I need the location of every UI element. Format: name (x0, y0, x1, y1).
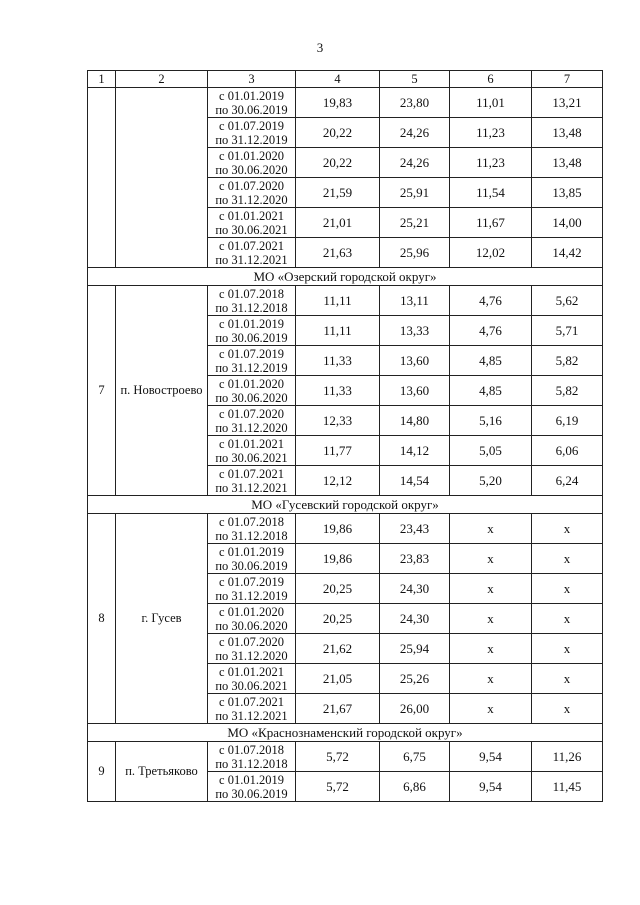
value-cell: 13,21 (532, 88, 603, 118)
period-end: по 30.06.2019 (215, 786, 288, 801)
period-end: по 31.12.2021 (215, 708, 288, 723)
period-cell (208, 118, 296, 148)
value-cell: 13,60 (380, 346, 450, 376)
period-end: по 30.06.2020 (215, 162, 288, 177)
value-cell: 12,12 (296, 466, 380, 496)
period-start: с 01.01.2019 (219, 316, 284, 331)
value-cell: 5,71 (532, 316, 603, 346)
value-cell: 26,00 (380, 694, 450, 724)
value-cell: 21,59 (296, 178, 380, 208)
value-cell: 20,25 (296, 604, 380, 634)
value-cell: 5,72 (296, 742, 380, 772)
period-cell (208, 316, 296, 346)
period-start: с 01.01.2019 (219, 772, 284, 787)
value-cell: 6,75 (380, 742, 450, 772)
period-start: с 01.07.2018 (219, 514, 284, 529)
value-cell: 19,86 (296, 544, 380, 574)
value-cell: 13,33 (380, 316, 450, 346)
period-end: по 31.12.2021 (215, 252, 288, 267)
value-cell: 5,82 (532, 376, 603, 406)
period-cell (208, 406, 296, 436)
period-start: с 01.07.2021 (219, 238, 284, 253)
value-cell: 23,80 (380, 88, 450, 118)
value-cell: 14,00 (532, 208, 603, 238)
period-end: по 31.12.2020 (215, 420, 288, 435)
value-cell: x (450, 574, 532, 604)
value-cell: 5,72 (296, 772, 380, 802)
period-start: с 01.07.2018 (219, 286, 284, 301)
settlement-name-cell (116, 88, 208, 268)
period-start: с 01.01.2019 (219, 544, 284, 559)
period-start: с 01.07.2019 (219, 574, 284, 589)
value-cell: 11,33 (296, 346, 380, 376)
value-cell: 11,11 (296, 286, 380, 316)
value-cell: 11,26 (532, 742, 603, 772)
value-cell: 6,19 (532, 406, 603, 436)
value-cell: 11,23 (450, 118, 532, 148)
column-header: 1 (88, 71, 116, 88)
period-end: по 30.06.2021 (215, 678, 288, 693)
table-row (88, 514, 603, 544)
value-cell: 25,94 (380, 634, 450, 664)
period-cell (208, 286, 296, 316)
value-cell: x (532, 664, 603, 694)
value-cell: 14,12 (380, 436, 450, 466)
period-start: с 01.01.2020 (219, 148, 284, 163)
period-start: с 01.01.2020 (219, 376, 284, 391)
row-number-cell (88, 88, 116, 268)
value-cell: 24,26 (380, 118, 450, 148)
period-cell (208, 604, 296, 634)
value-cell: 23,43 (380, 514, 450, 544)
value-cell: 4,76 (450, 316, 532, 346)
period-cell (208, 694, 296, 724)
value-cell: 13,60 (380, 376, 450, 406)
period-start: с 01.07.2018 (219, 742, 284, 757)
value-cell: x (532, 634, 603, 664)
value-cell: 13,48 (532, 148, 603, 178)
value-cell: 21,63 (296, 238, 380, 268)
value-cell: 4,76 (450, 286, 532, 316)
period-start: с 01.07.2019 (219, 346, 284, 361)
settlement-name-cell: п. Новостроево (116, 286, 208, 496)
value-cell: x (532, 514, 603, 544)
value-cell: 24,26 (380, 148, 450, 178)
value-cell: 11,77 (296, 436, 380, 466)
value-cell: 5,05 (450, 436, 532, 466)
period-end: по 31.12.2019 (215, 132, 288, 147)
value-cell: x (450, 604, 532, 634)
period-end: по 30.06.2021 (215, 222, 288, 237)
section-row (88, 496, 603, 514)
period-end: по 31.12.2019 (215, 588, 288, 603)
value-cell: x (532, 604, 603, 634)
section-row (88, 724, 603, 742)
period-start: с 01.01.2019 (219, 88, 284, 103)
period-cell (208, 148, 296, 178)
value-cell: 11,45 (532, 772, 603, 802)
table-row (88, 742, 603, 772)
tariff-table (87, 70, 603, 802)
value-cell: 11,11 (296, 316, 380, 346)
period-cell (208, 238, 296, 268)
column-header: 2 (116, 71, 208, 88)
period-end: по 30.06.2019 (215, 330, 288, 345)
value-cell: 24,30 (380, 574, 450, 604)
table-body (88, 88, 603, 802)
period-end: по 31.12.2018 (215, 300, 288, 315)
value-cell: 6,06 (532, 436, 603, 466)
period-cell (208, 208, 296, 238)
value-cell: x (450, 694, 532, 724)
period-end: по 31.12.2018 (215, 528, 288, 543)
value-cell: 5,62 (532, 286, 603, 316)
period-start: с 01.07.2020 (219, 178, 284, 193)
period-start: с 01.07.2020 (219, 634, 284, 649)
value-cell: 14,42 (532, 238, 603, 268)
value-cell: 13,11 (380, 286, 450, 316)
value-cell: 21,67 (296, 694, 380, 724)
period-cell (208, 88, 296, 118)
row-number-cell: 8 (88, 514, 116, 724)
column-number-row (88, 71, 603, 88)
value-cell: x (450, 544, 532, 574)
value-cell: 19,83 (296, 88, 380, 118)
page-number: 3 (316, 40, 324, 55)
value-cell: 11,67 (450, 208, 532, 238)
value-cell: 19,86 (296, 514, 380, 544)
period-cell (208, 376, 296, 406)
value-cell: x (532, 544, 603, 574)
value-cell: 21,62 (296, 634, 380, 664)
period-end: по 30.06.2020 (215, 618, 288, 633)
period-end: по 30.06.2019 (215, 102, 288, 117)
value-cell: 14,54 (380, 466, 450, 496)
table-row (88, 88, 603, 118)
period-cell (208, 346, 296, 376)
value-cell: 21,05 (296, 664, 380, 694)
column-header: 5 (380, 71, 450, 88)
period-end: по 30.06.2021 (215, 450, 288, 465)
period-start: с 01.01.2021 (219, 208, 284, 223)
period-cell (208, 436, 296, 466)
period-start: с 01.07.2019 (219, 118, 284, 133)
period-end: по 31.12.2018 (215, 756, 288, 771)
value-cell: x (450, 634, 532, 664)
period-end: по 30.06.2020 (215, 390, 288, 405)
value-cell: 25,91 (380, 178, 450, 208)
value-cell: x (532, 694, 603, 724)
value-cell: x (532, 574, 603, 604)
period-cell (208, 466, 296, 496)
period-end: по 31.12.2021 (215, 480, 288, 495)
column-header: 6 (450, 71, 532, 88)
period-cell (208, 514, 296, 544)
value-cell: 11,33 (296, 376, 380, 406)
period-cell (208, 634, 296, 664)
value-cell: 12,33 (296, 406, 380, 436)
value-cell: 11,23 (450, 148, 532, 178)
value-cell: 20,22 (296, 148, 380, 178)
period-end: по 30.06.2019 (215, 558, 288, 573)
row-number-cell: 9 (88, 742, 116, 802)
value-cell: 4,85 (450, 346, 532, 376)
period-cell (208, 664, 296, 694)
period-cell (208, 772, 296, 802)
period-start: с 01.01.2021 (219, 436, 284, 451)
column-header: 7 (532, 71, 603, 88)
period-start: с 01.07.2021 (219, 694, 284, 709)
value-cell: 6,86 (380, 772, 450, 802)
value-cell: 4,85 (450, 376, 532, 406)
section-title: МО «Краснознаменский городской округ» (88, 724, 603, 742)
section-title: МО «Озерский городской округ» (88, 268, 603, 286)
value-cell: 21,01 (296, 208, 380, 238)
value-cell: 25,26 (380, 664, 450, 694)
value-cell: 6,24 (532, 466, 603, 496)
period-end: по 31.12.2019 (215, 360, 288, 375)
column-header: 3 (208, 71, 296, 88)
value-cell: 5,82 (532, 346, 603, 376)
value-cell: 9,54 (450, 772, 532, 802)
value-cell: 23,83 (380, 544, 450, 574)
value-cell: 5,16 (450, 406, 532, 436)
value-cell: 20,22 (296, 118, 380, 148)
period-end: по 31.12.2020 (215, 648, 288, 663)
table-row (88, 286, 603, 316)
period-end: по 31.12.2020 (215, 192, 288, 207)
period-start: с 01.07.2020 (219, 406, 284, 421)
settlement-name-cell: п. Третьяково (116, 742, 208, 802)
value-cell: x (450, 664, 532, 694)
period-start: с 01.01.2020 (219, 604, 284, 619)
period-start: с 01.07.2021 (219, 466, 284, 481)
period-cell (208, 574, 296, 604)
column-header: 4 (296, 71, 380, 88)
value-cell: 13,85 (532, 178, 603, 208)
value-cell: 11,54 (450, 178, 532, 208)
section-row (88, 268, 603, 286)
settlement-name-cell: г. Гусев (116, 514, 208, 724)
value-cell: 13,48 (532, 118, 603, 148)
value-cell: 5,20 (450, 466, 532, 496)
value-cell: 20,25 (296, 574, 380, 604)
period-cell (208, 178, 296, 208)
row-number-cell: 7 (88, 286, 116, 496)
period-start: с 01.01.2021 (219, 664, 284, 679)
value-cell: 14,80 (380, 406, 450, 436)
value-cell: 24,30 (380, 604, 450, 634)
value-cell: 12,02 (450, 238, 532, 268)
section-title: МО «Гусевский городской округ» (88, 496, 603, 514)
period-cell (208, 742, 296, 772)
value-cell: 9,54 (450, 742, 532, 772)
period-cell (208, 544, 296, 574)
value-cell: 11,01 (450, 88, 532, 118)
value-cell: 25,96 (380, 238, 450, 268)
value-cell: x (450, 514, 532, 544)
value-cell: 25,21 (380, 208, 450, 238)
